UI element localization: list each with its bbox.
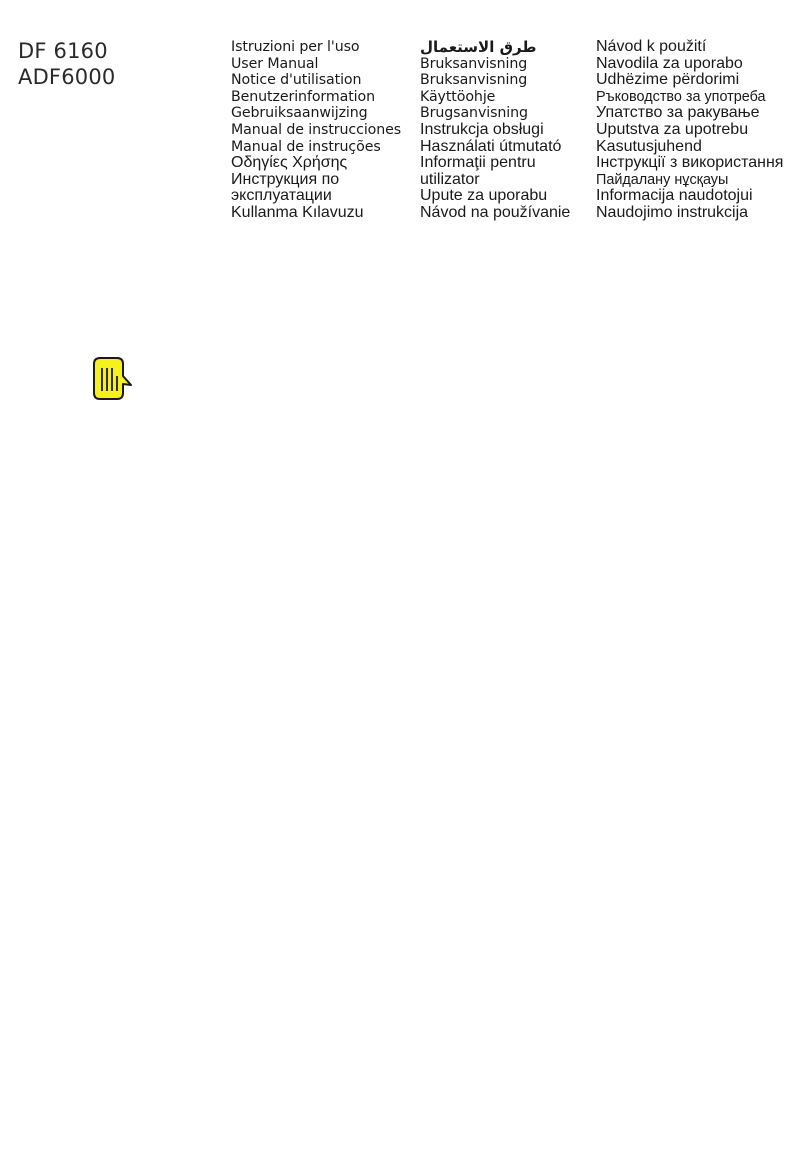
model-number: ADF6000: [18, 65, 116, 89]
manual-title-language: Інструкції з використання: [596, 154, 784, 172]
manual-title-language: Istruzioni per l'uso: [231, 39, 360, 55]
manual-title-language: Bruksanvisning: [420, 55, 528, 72]
manual-title-language: Kullanma Kılavuzu: [231, 203, 364, 221]
language-column-2: [420, 39, 570, 222]
manual-title-language: Naudojimo instrukcija: [596, 203, 749, 221]
manual-title-language: Navodila za uporabo: [596, 54, 743, 72]
manual-title-language: Udhëzime përdorimi: [596, 71, 740, 89]
manual-title-language: Notice d'utilisation: [231, 72, 362, 89]
manual-title-language: Uputstva za upotrebu: [596, 120, 749, 138]
manual-title-language: Benutzerinformation: [231, 88, 375, 105]
manual-title-language: Bruksanvisning: [420, 72, 528, 89]
manual-title-language: Инструкция по: [231, 170, 340, 188]
manual-title-language: utilizator: [420, 170, 480, 188]
manual-title-language: Manual de instruções: [231, 138, 381, 155]
manual-title-language: طرق الاستعمال: [420, 38, 537, 56]
manual-title-language: Пайдалану нұсқауы: [596, 171, 729, 188]
manual-speech-bubble-icon: [92, 357, 134, 401]
manual-title-language: Kasutusjuhend: [596, 137, 702, 155]
manual-title-language: User Manual: [231, 55, 319, 72]
manual-title-language: Manual de instrucciones: [231, 121, 402, 138]
manual-title-language: Ръководство за употреба: [596, 88, 766, 105]
manual-title-language: Gebruiksaanwijzing: [231, 105, 368, 122]
manual-title-language: Käyttöohje: [420, 88, 496, 105]
manual-title-language: эксплуатации: [231, 187, 332, 205]
manual-title-language: Upute za uporabu: [420, 187, 548, 205]
manual-title-language: Návod k použití: [596, 38, 707, 55]
model-number: DF 6160: [18, 39, 108, 63]
manual-speech-bubble-icon-svg: [92, 357, 134, 401]
language-column-1: [231, 39, 401, 222]
manual-title-language: Informacija naudotojui: [596, 187, 753, 205]
manual-title-language: Használati útmutató: [420, 137, 562, 155]
manual-title-language: Instrukcja obsługi: [420, 120, 544, 138]
manual-title-language: Упатство за ракување: [596, 104, 760, 122]
model-numbers: [18, 38, 115, 90]
manual-title-language: Návod na používanie: [420, 203, 571, 221]
language-column-3: [596, 39, 783, 222]
manual-title-language: Οδηγίες Χρήσης: [231, 154, 348, 172]
manual-title-language: Informaţii pentru: [420, 154, 536, 172]
manual-title-language: Brugsanvisning: [420, 105, 528, 122]
